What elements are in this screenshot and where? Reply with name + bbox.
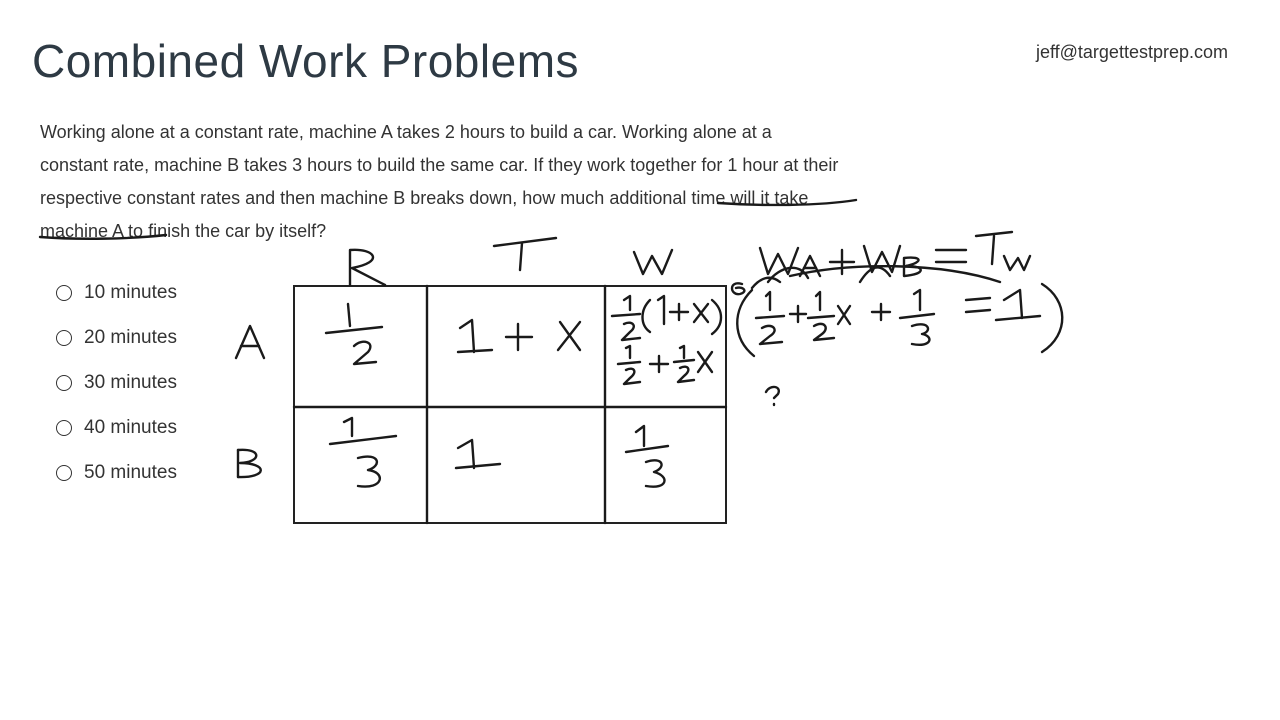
column-header-w — [634, 250, 672, 274]
problem-line-1: Working alone at a constant rate, machine A takes 2 hours to build a car. Working alone at a — [40, 122, 772, 142]
column-header-t — [494, 238, 556, 270]
a-rate-fraction — [326, 304, 382, 364]
row-header-b — [238, 450, 261, 477]
choice-label: 20 minutes — [84, 326, 177, 348]
underline-additional-time — [718, 200, 856, 205]
problem-line-4-end: finish the car by itself? — [143, 221, 327, 241]
underline-machine-a — [40, 235, 166, 239]
contact-email: jeff@targettestprep.com — [1035, 42, 1228, 62]
choice-label: 40 minutes — [84, 416, 177, 438]
a-time-expression — [458, 320, 580, 352]
problem-line-2: constant rate, machine B takes 3 hours to build the same car. If they work together for 1 hour at their — [40, 155, 839, 175]
b-time-value — [456, 440, 500, 468]
underlined-additional-time: additional time — [609, 188, 726, 208]
rtw-table — [294, 286, 726, 523]
a-work-expression — [612, 296, 721, 384]
choice-label: 10 minutes — [84, 281, 177, 303]
row-header-a — [236, 326, 264, 358]
equation-line-2 — [732, 283, 1062, 356]
choice-label: 50 minutes — [84, 461, 177, 483]
b-work-fraction — [626, 426, 668, 487]
problem-line-3-end: will it take — [725, 188, 809, 208]
problem-line-3-text: respective constant rates and then machine B breaks down, how much — [40, 188, 610, 208]
underlined-machine-a: machine A to — [40, 221, 144, 241]
choice-label: 30 minutes — [84, 371, 177, 393]
column-header-r — [350, 250, 385, 285]
question-mark-note — [766, 387, 779, 405]
b-rate-fraction — [330, 418, 396, 487]
slide-title: Combined Work Problems — [32, 35, 580, 87]
